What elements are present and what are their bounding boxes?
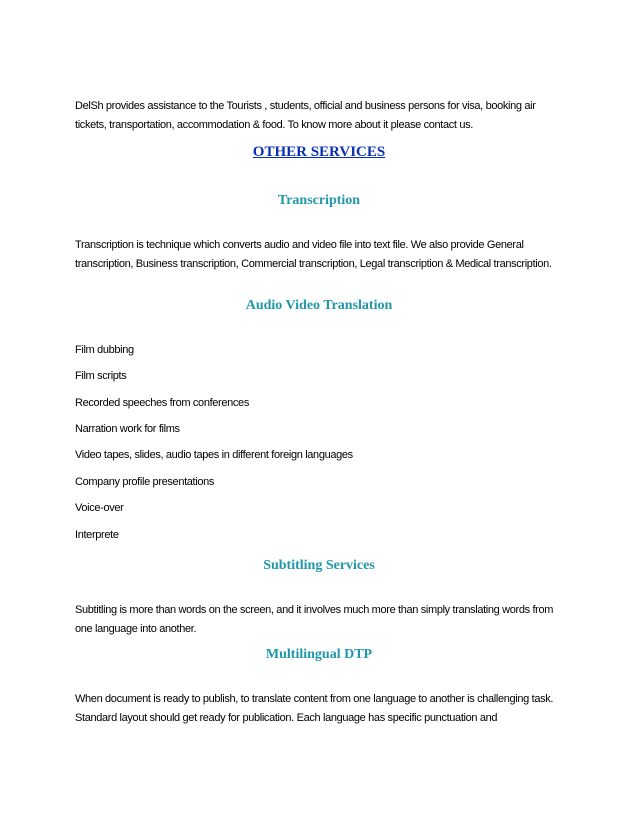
audio-video-translation-heading: Audio Video Translation [245,298,393,313]
list-item: Film scripts [75,370,127,382]
list-item: Film dubbing [75,344,134,356]
transcription-paragraph: Transcription is technique which converts audio and video file into text file. We also provide General transcription, Business transcription, Commercial transcription, Legal transcription & Medical transcription. [75,239,552,270]
transcription-heading: Transcription [277,193,361,208]
intro-paragraph: DelSh provides assistance to the Tourists , students, official and business persons for visa, booking air tickets, transportation, accommodation & food. To know more about it please contact us. [75,100,536,131]
multilingual-dtp-paragraph: When document is ready to publish, to translate content from one language to another is challenging task. Standard layout should get ready for publication. Each language has specific punctuation and [75,693,554,724]
multilingual-dtp-heading: Multilingual DTP [265,647,373,662]
list-item: Company profile presentations [75,476,215,488]
subtitling-paragraph: Subtitling is more than words on the screen, and it involves much more than simply translating words from one language into another. [75,604,554,635]
list-item: Interprete [75,529,119,541]
subtitling-heading: Subtitling Services [263,558,375,573]
list-item: Recorded speeches from conferences [75,397,249,409]
list-item: Narration work for films [75,423,180,435]
list-item: Video tapes, slides, audio tapes in different foreign languages [75,449,353,461]
other-services-heading: OTHER SERVICES [252,144,386,160]
list-item: Voice-over [75,502,124,514]
